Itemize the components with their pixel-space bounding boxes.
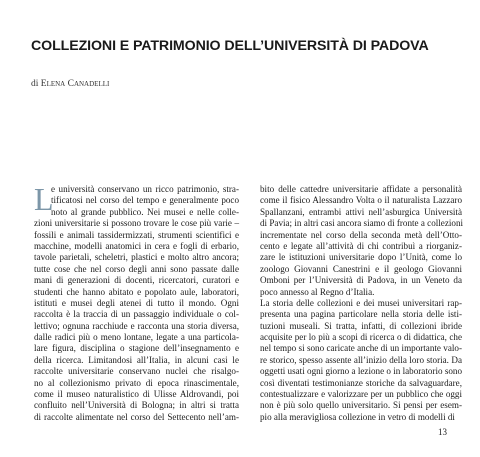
text-line: bito delle cattedre universitarie affidate a personalità [260, 184, 462, 194]
text-line: tuzioni museali. Si tratta, infatti, di collezioni ibride [260, 320, 462, 331]
text-line: tificatosi nel corso del tempo e generalmente poco [51, 195, 239, 206]
text-line: zare le istituzioni universitarie dopo l’Unità, come lo [260, 252, 462, 263]
byline-prefix: di [31, 79, 39, 89]
text-line: nel tempo si sono caricate anche di un importante valo- [260, 343, 462, 354]
text-line: della ricerca. Limitandosi all’Italia, in alcuni casi le [34, 354, 239, 365]
left-column [34, 181, 239, 423]
text-line: Spallanzani, entrambi attivi nell’asburgica Università [260, 206, 462, 217]
text-line: acquisite per lo più a scopi di ricerca o di didattica, che [260, 332, 462, 343]
author-name: Elena Canadelli [40, 79, 110, 89]
text-line: cento e legate all’attività di chi contribuì a riorganiz- [260, 240, 462, 251]
drop-cap: L [34, 181, 54, 217]
text-line: no al collezionismo privato di epoca rinascimentale, [34, 377, 239, 388]
right-column [260, 184, 462, 423]
text-line: e università conservano un ricco patrimonio, stra- [51, 184, 239, 194]
text-line: zioni universitarie si possono trovare le cose più varie – [34, 218, 239, 229]
text-line: poco annesso al Regno d’Italia. [260, 286, 375, 297]
text-line: raccolte universitarie conservano nuclei che risalgo- [34, 366, 239, 377]
text-line: tavole parietali, scheletri, plastici e molto altro ancora; [34, 252, 239, 263]
text-line: mani di generazioni di docenti, ricercatori, curatori e [34, 275, 239, 286]
text-line: istituti e musei degli atenei di tutto il mondo. Ogni [34, 297, 239, 308]
page-title: COLLEZIONI E PATRIMONIO DELL’UNIVERSITÀ DI PADOVA [31, 38, 429, 54]
text-line: noto al grande pubblico. Nei musei e nelle colle- [51, 206, 239, 217]
text-line: di Pavia; in altri casi ancora siamo di fronte a collezioni [260, 218, 464, 229]
text-line: lettivo; ognuna racchiude e racconta una storia diversa, [34, 320, 239, 331]
text-line: contestualizzare e valorizzare per un pubblico che oggi [260, 389, 462, 400]
text-line: presenta una pagina particolare nella storia delle isti- [260, 309, 462, 320]
text-line: studenti che hanno abitato e popolato aule, laboratori, [34, 286, 239, 297]
byline [31, 79, 109, 89]
text-line: dalle radici più o meno lontane, legate a una particola- [34, 332, 239, 343]
text-line: incrementate nel corso della seconda metà dell’Otto- [260, 229, 462, 240]
text-line: come il fisico Alessandro Volta o il naturalista Lazzaro [260, 195, 462, 206]
page-number: 13 [438, 427, 447, 437]
text-line: pio alla meravigliosa collezione in vetro di modelli di [260, 411, 455, 422]
text-line: zoologo Giovanni Canestrini e il geologo Giovanni [260, 263, 462, 274]
text-line: fossili e animali tassidermizzati, strumenti scientifici e [34, 229, 239, 240]
text-line: così diventati testimonianze storiche da salvaguardare, [260, 377, 462, 388]
text-line: Omboni per l’Università di Padova, in un Veneto da [260, 275, 462, 286]
text-line: non è più solo quello universitario. Si pensi per esem- [260, 400, 462, 411]
text-line: confluito nell’Università di Bologna; in altri si tratta [34, 400, 239, 411]
text-line: tutte cose che nel corso degli anni sono passate dalle [34, 263, 239, 274]
text-line: di raccolte alimentate nel corso del Settecento nell’am- [34, 411, 239, 422]
text-line: macchine, modelli anatomici in cera e fogli di erbario, [34, 240, 239, 251]
text-line: La storia delle collezioni e dei musei universitari rap- [260, 297, 462, 308]
text-line: oggetti usati ogni giorno a lezione o in laboratorio sono [260, 366, 462, 377]
text-line: lare figura, disciplina o stagione dell’insegnamento e [34, 343, 239, 354]
text-line: re storico, spesso assente all’inizio della loro storia. Da [260, 354, 462, 365]
text-line: come il museo naturalistico di Ulisse Aldrovandi, poi [34, 389, 239, 400]
text-line: raccolta è la traccia di un passaggio individuale o col- [34, 309, 239, 320]
